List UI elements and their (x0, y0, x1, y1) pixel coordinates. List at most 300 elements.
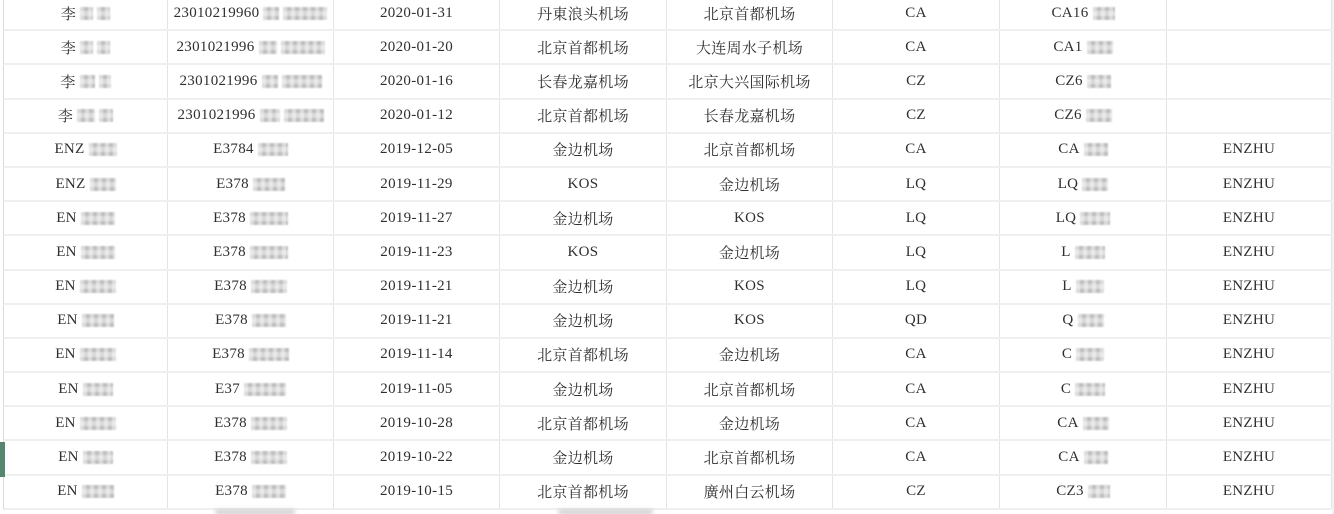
cell-remark[interactable] (1167, 100, 1332, 132)
cell-text: 2019-10-15 (380, 483, 453, 500)
cell-text: EN (58, 380, 79, 397)
cell-text: KOS (567, 175, 599, 192)
cell-text: 长春龙嘉机场 (703, 109, 796, 126)
redaction-blur (83, 451, 113, 464)
redaction-blur (281, 41, 325, 54)
cell-flight[interactable] (1000, 236, 1167, 268)
cell-departure[interactable] (500, 31, 667, 63)
cell-text: 李 (60, 40, 77, 57)
cell-name[interactable] (4, 271, 168, 303)
cell-flight[interactable] (1000, 31, 1167, 63)
cell-text: L (1061, 243, 1071, 260)
table-row (3, 236, 1334, 270)
cell-departure[interactable] (500, 168, 667, 200)
cell-text: 2301021996 (179, 72, 258, 89)
cell-arrival[interactable] (667, 407, 833, 439)
cell-text: 2019-11-21 (380, 278, 453, 295)
cell-text: QD (904, 312, 928, 329)
redaction-blur (250, 246, 288, 259)
cell-name[interactable] (4, 168, 168, 200)
cell-text: 金边机场 (552, 280, 614, 297)
cell-text: LQ (905, 278, 927, 295)
cell-id[interactable] (168, 441, 334, 473)
cell-remark[interactable] (1167, 31, 1332, 63)
redaction-blur (77, 109, 95, 122)
cell-date[interactable] (334, 100, 500, 132)
redaction-blur (97, 7, 110, 20)
cell-text: CZ (906, 107, 926, 124)
redaction-blur (282, 75, 322, 88)
redaction-blur (1076, 280, 1104, 293)
redaction-blur (1084, 451, 1108, 464)
cell-date[interactable] (334, 202, 500, 234)
cell-date[interactable] (334, 305, 500, 337)
cell-text: 北京首都机场 (703, 143, 796, 160)
redaction-blur (81, 246, 115, 259)
cell-text: CA (905, 380, 927, 397)
cell-arrival[interactable] (667, 236, 833, 268)
cell-name[interactable] (4, 441, 168, 473)
cell-text: 北京首都机场 (537, 348, 629, 365)
cell-name[interactable] (4, 202, 168, 234)
redaction-blur (1086, 109, 1112, 122)
cell-name[interactable] (4, 305, 168, 337)
cell-airline[interactable] (833, 100, 1000, 132)
redaction-blur (81, 212, 115, 225)
cell-text: CA (905, 38, 927, 55)
cell-flight[interactable] (1000, 65, 1167, 97)
cell-remark[interactable] (1167, 271, 1332, 303)
cell-arrival[interactable] (667, 202, 833, 234)
cell-text: 2019-11-05 (380, 380, 453, 397)
cell-departure[interactable] (500, 476, 667, 508)
cell-name[interactable] (4, 476, 168, 508)
cell-text: EN (56, 243, 77, 260)
cell-text: 北京首都机场 (537, 416, 629, 433)
redaction-blur (249, 348, 289, 361)
cell-text: 北京首都机场 (537, 109, 629, 126)
cell-text: ENZ (55, 175, 86, 192)
cell-text: CZ (906, 72, 926, 89)
cell-name[interactable] (4, 373, 168, 405)
cell-remark[interactable] (1167, 441, 1332, 473)
cell-text: 北京首都机场 (703, 451, 796, 468)
redaction-blur (262, 75, 278, 88)
cell-flight[interactable] (1000, 476, 1167, 508)
table-row (3, 339, 1334, 373)
table-row (3, 0, 1334, 31)
cell-departure[interactable] (500, 373, 667, 405)
redaction-blur (1075, 246, 1105, 259)
redaction-blur (253, 178, 285, 191)
redaction-blur (99, 75, 111, 88)
redaction-blur (1083, 417, 1109, 430)
cell-text: 北京首都机场 (537, 40, 629, 57)
redaction-blur (80, 41, 93, 54)
cell-text: LQ (905, 175, 927, 192)
table-row (3, 65, 1334, 99)
cell-departure[interactable] (500, 339, 667, 371)
cell-date[interactable] (334, 65, 500, 97)
cell-date[interactable] (334, 339, 500, 371)
cell-flight[interactable] (1000, 339, 1167, 371)
cell-text: E3784 (213, 141, 254, 158)
cell-airline[interactable] (833, 31, 1000, 63)
redaction-blur (97, 41, 110, 54)
cell-text: L (1062, 278, 1072, 295)
cell-remark[interactable] (1167, 476, 1332, 508)
table-row (3, 202, 1334, 236)
cell-text: CA (905, 449, 927, 466)
cell-text: ENZHU (1222, 380, 1276, 397)
cell-text: CA (905, 414, 927, 431)
redaction-blur (80, 75, 95, 88)
cell-remark[interactable] (1167, 407, 1332, 439)
cell-id[interactable] (168, 0, 334, 29)
redaction-blur (1078, 314, 1104, 327)
cell-departure[interactable] (500, 134, 667, 166)
cell-date[interactable] (334, 441, 500, 473)
cell-id[interactable] (168, 339, 334, 371)
cell-text: E378 (214, 414, 247, 431)
cell-id[interactable] (168, 134, 334, 166)
cell-text: CZ (906, 483, 926, 500)
cell-text: ENZHU (1222, 278, 1276, 295)
cell-text: CZ3 (1056, 483, 1084, 500)
cell-text: ENZ (54, 141, 85, 158)
cell-departure[interactable] (500, 305, 667, 337)
redaction-blur (259, 41, 277, 54)
cell-date[interactable] (334, 0, 500, 29)
cell-text: E378 (213, 243, 246, 260)
cell-text: EN (57, 312, 78, 329)
cell-departure[interactable] (500, 202, 667, 234)
table-row (3, 271, 1334, 305)
cell-flight[interactable] (1000, 202, 1167, 234)
cell-text: 李 (60, 6, 77, 23)
cell-id[interactable] (168, 271, 334, 303)
cell-text: EN (57, 483, 78, 500)
table-row (3, 407, 1334, 441)
cell-text: C (1061, 346, 1073, 363)
redaction-blur (82, 314, 114, 327)
table-row (3, 476, 1334, 510)
cell-text: CA1 (1053, 38, 1083, 55)
cell-text: ENZHU (1222, 243, 1276, 260)
cell-text: 2019-10-28 (380, 414, 453, 431)
cell-text: 丹東浪头机场 (537, 6, 629, 23)
row-selection-indicator (0, 442, 5, 477)
cell-text: C (1060, 380, 1072, 397)
cell-text: LQ (905, 243, 927, 260)
redaction-blur (1082, 178, 1108, 191)
cell-text: 金边机场 (552, 314, 614, 331)
cell-text: 长春龙嘉机场 (537, 74, 629, 91)
cell-departure[interactable] (500, 236, 667, 268)
cell-text: E378 (215, 312, 248, 329)
cell-flight[interactable] (1000, 373, 1167, 405)
cell-airline[interactable] (833, 407, 1000, 439)
cell-arrival[interactable] (667, 271, 833, 303)
cell-text: CZ6 (1055, 72, 1083, 89)
cell-departure[interactable] (500, 271, 667, 303)
redaction-blur (80, 348, 116, 361)
cell-text: EN (55, 278, 76, 295)
cell-text: CA (905, 4, 927, 21)
cell-name[interactable] (4, 236, 168, 268)
cell-airline[interactable] (833, 339, 1000, 371)
redaction-blur (284, 109, 324, 122)
table-row (3, 31, 1334, 65)
cell-text: E378 (213, 209, 246, 226)
cell-text: 北京大兴国际机场 (688, 74, 811, 91)
cell-text: 北京首都机场 (537, 485, 629, 502)
cell-name[interactable] (4, 100, 168, 132)
cell-text: ENZHU (1222, 141, 1276, 158)
cell-text: EN (58, 449, 79, 466)
redaction-blur (260, 109, 280, 122)
redaction-blur (251, 417, 287, 430)
cell-text: 2019-11-23 (380, 243, 453, 260)
cell-id[interactable] (168, 65, 334, 97)
cell-text: 金边机场 (552, 382, 614, 399)
redaction-smudge (215, 510, 295, 514)
cell-arrival[interactable] (667, 476, 833, 508)
cell-text: 2301021996 (177, 107, 256, 124)
cell-text: KOS (567, 243, 599, 260)
cell-text: 李 (60, 74, 76, 91)
cell-id[interactable] (168, 236, 334, 268)
cell-date[interactable] (334, 236, 500, 268)
cell-name[interactable] (4, 134, 168, 166)
redaction-blur (252, 485, 286, 498)
cell-remark[interactable] (1167, 134, 1332, 166)
cell-airline[interactable] (833, 373, 1000, 405)
redaction-blur (1093, 7, 1115, 20)
cell-text: CA (1058, 449, 1080, 466)
cell-text: 李 (57, 109, 74, 126)
cell-departure[interactable] (500, 65, 667, 97)
cell-airline[interactable] (833, 65, 1000, 97)
cell-flight[interactable] (1000, 168, 1167, 200)
cell-name[interactable] (4, 31, 168, 63)
cell-text: 2020-01-20 (380, 38, 453, 55)
cell-remark[interactable] (1167, 373, 1332, 405)
cell-airline[interactable] (833, 0, 1000, 29)
cell-name[interactable] (4, 407, 168, 439)
cell-remark[interactable] (1167, 339, 1332, 371)
cell-flight[interactable] (1000, 100, 1167, 132)
cell-text: ENZHU (1222, 346, 1276, 363)
cell-text: ENZHU (1222, 209, 1276, 226)
redaction-blur (80, 280, 116, 293)
cell-text: 金边机场 (718, 348, 781, 365)
redaction-blur (83, 383, 113, 396)
cell-flight[interactable] (1000, 134, 1167, 166)
cell-text: E378 (215, 483, 248, 500)
cell-date[interactable] (334, 134, 500, 166)
redaction-blur (1088, 485, 1110, 498)
cell-text: ENZHU (1222, 312, 1276, 329)
cell-text: 大连周水子机场 (695, 40, 804, 57)
redaction-blur (1076, 348, 1104, 361)
cell-remark[interactable] (1167, 65, 1332, 97)
cell-airline[interactable] (833, 441, 1000, 473)
cell-airline[interactable] (833, 168, 1000, 200)
cell-text: CZ6 (1054, 107, 1082, 124)
cell-arrival[interactable] (667, 100, 833, 132)
cell-text: 2020-01-16 (380, 72, 453, 89)
cell-arrival[interactable] (667, 441, 833, 473)
cell-name[interactable] (4, 339, 168, 371)
redaction-blur (263, 7, 279, 20)
cell-text: E378 (212, 346, 245, 363)
table-row (3, 134, 1334, 168)
cell-text: CA (905, 141, 927, 158)
cell-text: KOS (734, 312, 765, 329)
cell-flight[interactable] (1000, 0, 1167, 29)
cell-date[interactable] (334, 31, 500, 63)
cell-text: 金边机场 (718, 245, 781, 262)
cell-flight[interactable] (1000, 407, 1167, 439)
cell-flight[interactable] (1000, 441, 1167, 473)
cell-text: 北京首都机场 (703, 6, 796, 23)
cell-name[interactable] (4, 0, 168, 29)
cell-text: 23010219960 (173, 4, 260, 21)
cell-text: 2019-10-22 (380, 449, 453, 466)
redaction-smudge (558, 510, 653, 514)
cell-text: CA (1057, 414, 1079, 431)
cell-text: CA16 (1051, 4, 1089, 21)
cell-arrival[interactable] (667, 0, 833, 29)
table-row (3, 305, 1334, 339)
cell-text: 2019-11-27 (380, 209, 453, 226)
cell-remark[interactable] (1167, 168, 1332, 200)
cell-text: 金边机场 (552, 451, 614, 468)
cell-arrival[interactable] (667, 305, 833, 337)
redaction-blur (1087, 41, 1113, 54)
cell-airline[interactable] (833, 202, 1000, 234)
cell-name[interactable] (4, 65, 168, 97)
cell-departure[interactable] (500, 407, 667, 439)
cell-text: LQ (1057, 175, 1079, 192)
cell-remark[interactable] (1167, 236, 1332, 268)
cell-text: EN (55, 346, 76, 363)
table-row (3, 441, 1334, 475)
cell-text: ENZHU (1222, 175, 1276, 192)
cell-departure[interactable] (500, 0, 667, 29)
cell-text: 金边机场 (718, 177, 781, 194)
cell-date[interactable] (334, 168, 500, 200)
cell-flight[interactable] (1000, 271, 1167, 303)
cell-departure[interactable] (500, 441, 667, 473)
cell-text: 2020-01-31 (380, 4, 453, 21)
cell-text: KOS (734, 209, 765, 226)
cell-text: 2020-01-12 (380, 107, 453, 124)
cell-airline[interactable] (833, 271, 1000, 303)
redaction-blur (251, 280, 287, 293)
cell-id[interactable] (168, 476, 334, 508)
cell-date[interactable] (334, 373, 500, 405)
cell-remark[interactable] (1167, 202, 1332, 234)
cell-text: CA (905, 346, 927, 363)
cell-id[interactable] (168, 202, 334, 234)
cell-airline[interactable] (833, 476, 1000, 508)
cell-id[interactable] (168, 31, 334, 63)
cell-airline[interactable] (833, 236, 1000, 268)
table-row (3, 168, 1334, 202)
redaction-blur (89, 143, 117, 156)
cell-id[interactable] (168, 100, 334, 132)
cell-text: 2019-11-29 (380, 175, 453, 192)
table-row (3, 100, 1334, 134)
cell-text: LQ (905, 209, 927, 226)
cell-text: 金边机场 (552, 143, 614, 160)
cell-id[interactable] (168, 407, 334, 439)
cell-text: ENZHU (1222, 483, 1276, 500)
cell-text: E378 (214, 278, 247, 295)
cell-text: Q (1062, 312, 1074, 329)
cell-airline[interactable] (833, 134, 1000, 166)
cell-text: EN (56, 209, 77, 226)
cell-remark[interactable] (1167, 0, 1332, 29)
table-row (3, 373, 1334, 407)
cell-airline[interactable] (833, 305, 1000, 337)
redaction-blur (1084, 143, 1108, 156)
cell-text: 2019-11-14 (380, 346, 453, 363)
cell-arrival[interactable] (667, 134, 833, 166)
cell-arrival[interactable] (667, 168, 833, 200)
cell-flight[interactable] (1000, 305, 1167, 337)
redaction-blur (1080, 212, 1110, 225)
cell-text: E378 (214, 449, 247, 466)
cell-text: 2301021996 (176, 38, 255, 55)
cell-id[interactable] (168, 305, 334, 337)
cell-date[interactable] (334, 476, 500, 508)
redaction-blur (283, 7, 327, 20)
cell-arrival[interactable] (667, 373, 833, 405)
redaction-blur (80, 7, 93, 20)
redaction-blur (90, 178, 116, 191)
cell-text: EN (55, 414, 76, 431)
cell-text: E378 (216, 175, 249, 192)
redaction-blur (1087, 75, 1111, 88)
cell-text: LQ (1055, 209, 1077, 226)
cell-text: E37 (214, 380, 241, 397)
cell-arrival[interactable] (667, 65, 833, 97)
redaction-blur (251, 451, 287, 464)
cell-date[interactable] (334, 271, 500, 303)
redaction-blur (252, 314, 286, 327)
cell-id[interactable] (168, 373, 334, 405)
redaction-blur (250, 212, 288, 225)
cell-text: 金边机场 (718, 416, 781, 433)
cell-remark[interactable] (1167, 305, 1332, 337)
cell-id[interactable] (168, 168, 334, 200)
redaction-blur (1075, 383, 1105, 396)
cell-date[interactable] (334, 407, 500, 439)
cell-text: KOS (734, 278, 765, 295)
cell-arrival[interactable] (667, 339, 833, 371)
cell-text: 北京首都机场 (703, 382, 796, 399)
cell-text: 金边机场 (552, 211, 614, 228)
cell-text: 廣州白云机场 (703, 485, 796, 502)
cell-text: 2019-11-21 (380, 312, 453, 329)
cell-arrival[interactable] (667, 31, 833, 63)
cell-departure[interactable] (500, 100, 667, 132)
redaction-blur (99, 109, 113, 122)
redaction-blur (258, 143, 288, 156)
